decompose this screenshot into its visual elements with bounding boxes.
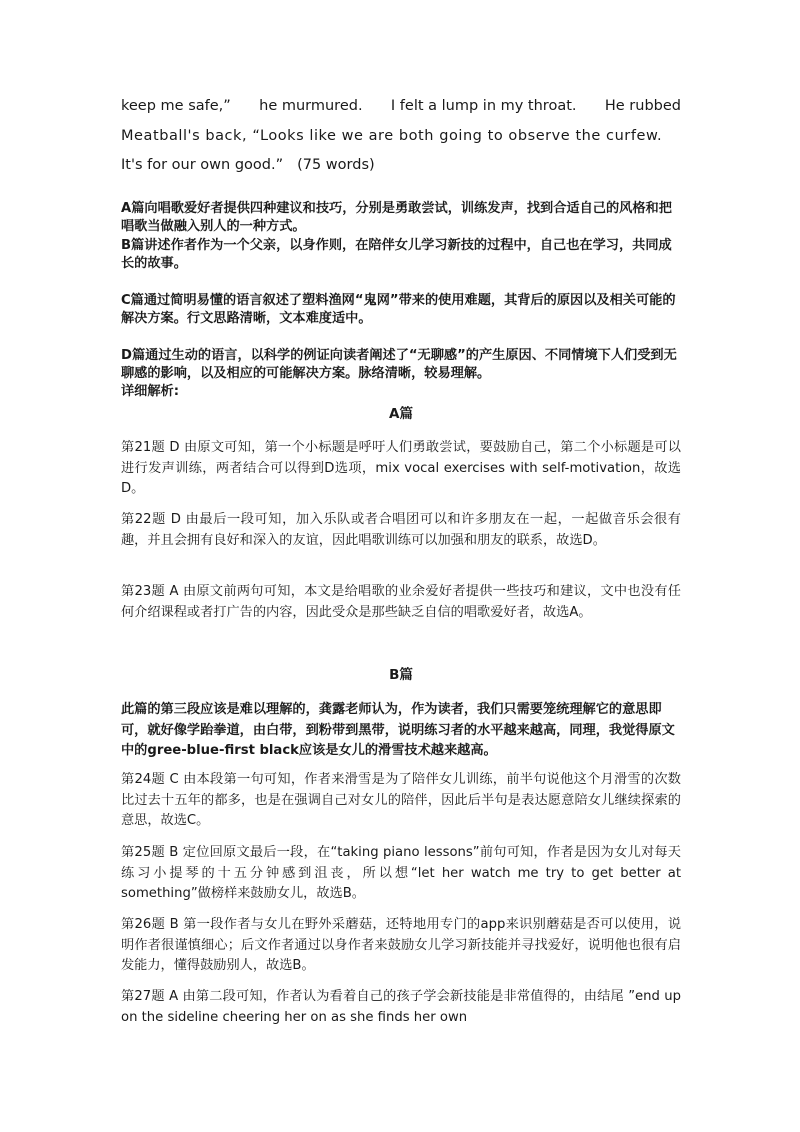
story-fragment: Meatball's back, “Looks like we are both going to observe the curfew. (121, 128, 663, 144)
question-23: 第23题 A 由原文前两句可知，本文是给唱歌的业余爱好者提供一些技巧和建议，文中也没有任何介绍课程或者打广告的内容，因此受众是那些缺乏自信的唱歌爱好者，故选A。 (121, 584, 681, 620)
summary-b: B篇讲述作者作为一个父亲，以身作则，在陪伴女儿学习新技的过程中，自己也在学习，共同成长的故事。 (121, 238, 672, 271)
summary-d: D篇通过生动的语言，以科学的例证向读者阐述了“无聊感”的产生原因、不同情境下人们受到无聊感的影响，以及相应的可能解决方案。脉络清晰，较易理解。 (121, 348, 677, 381)
summary-c: C篇通过简明易懂的语言叙述了塑料渔网“鬼网”带来的使用难题，其背后的原因以及相关可能的解决方案。行文思路清晰，文本难度适中。 (121, 293, 676, 326)
summary-a: A篇向唱歌爱好者提供四种建议和技巧，分别是勇敢尝试，训练发声，找到合适自己的风格和把唱歌当做融入别人的一种方式。 (121, 201, 672, 234)
question-21: 第21题 D 由原文可知，第一个小标题是呼吁人们勇敢尝试，要鼓励自己，第二个小标题是可以进行发声训练，两者结合可以得到D选项，mix vocal exercises with self-motivation，故选D。 (121, 440, 681, 496)
word-count: (75 words) (297, 157, 375, 173)
section-b-title: B篇 (389, 667, 413, 683)
story-fragment: keep me safe,” (121, 98, 231, 114)
story-fragment: I felt a lump in my throat. (390, 98, 577, 114)
question-25: 第25题 B 定位回原文最后一段，在“taking piano lessons”前句可知，作者是因为女儿对每天练习小提琴的十五分钟感到沮丧，所以想“let her watch me try to get better at something”做榜样来鼓励女儿，故选B。 (121, 845, 681, 901)
question-26: 第26题 B 第一段作者与女儿在野外采蘑菇，还特地用专门的app来识别蘑菇是否可以使用，说明作者很谨慎细心；后文作者通过以身作者来鼓励女儿学习新技能并寻找爱好，说明他也很有启发能力，懂得鼓励别人，故选B。 (121, 917, 681, 973)
story-fragment: It's for our own good.” (121, 157, 284, 173)
detail-label: 详细解析: (121, 384, 180, 399)
question-24: 第24题 C 由本段第一句可知，作者来滑雪是为了陪伴女儿训练，前半句说他这个月滑雪的次数比过去十五年的都多，也是在强调自己对女儿的陪伴，因此后半句是表达愿意陪女儿继续探索的意思，故选C。 (121, 772, 681, 828)
story-line-1 (121, 98, 681, 114)
story-line-2 (121, 128, 681, 144)
story-fragment: he murmured. (259, 98, 363, 114)
story-fragment: He rubbed (604, 98, 681, 114)
story-line-3 (121, 157, 681, 173)
question-27: 第27题 A 由第二段可知，作者认为看着自己的孩子学会新技能是非常值得的，由结尾 ”end up on the sideline cheering her on as she finds her own (121, 989, 681, 1025)
section-a-title: A篇 (389, 406, 413, 422)
section-b-note: 此篇的第三段应该是难以理解的，龚露老师认为，作为读者，我们只需要笼统理解它的意思即可，就好像学跆拳道，由白带，到粉带到黑带，说明练习者的水平越来越高，同理，我觉得原文中的gree-blue-first black应该是女儿的滑雪技术越来越高。 (121, 702, 675, 758)
question-22: 第22题 D 由最后一段可知，加入乐队或者合唱团可以和许多朋友在一起，一起做音乐会很有趣，并且会拥有良好和深入的友谊，因此唱歌训练可以加强和朋友的联系，故选D。 (121, 512, 681, 548)
